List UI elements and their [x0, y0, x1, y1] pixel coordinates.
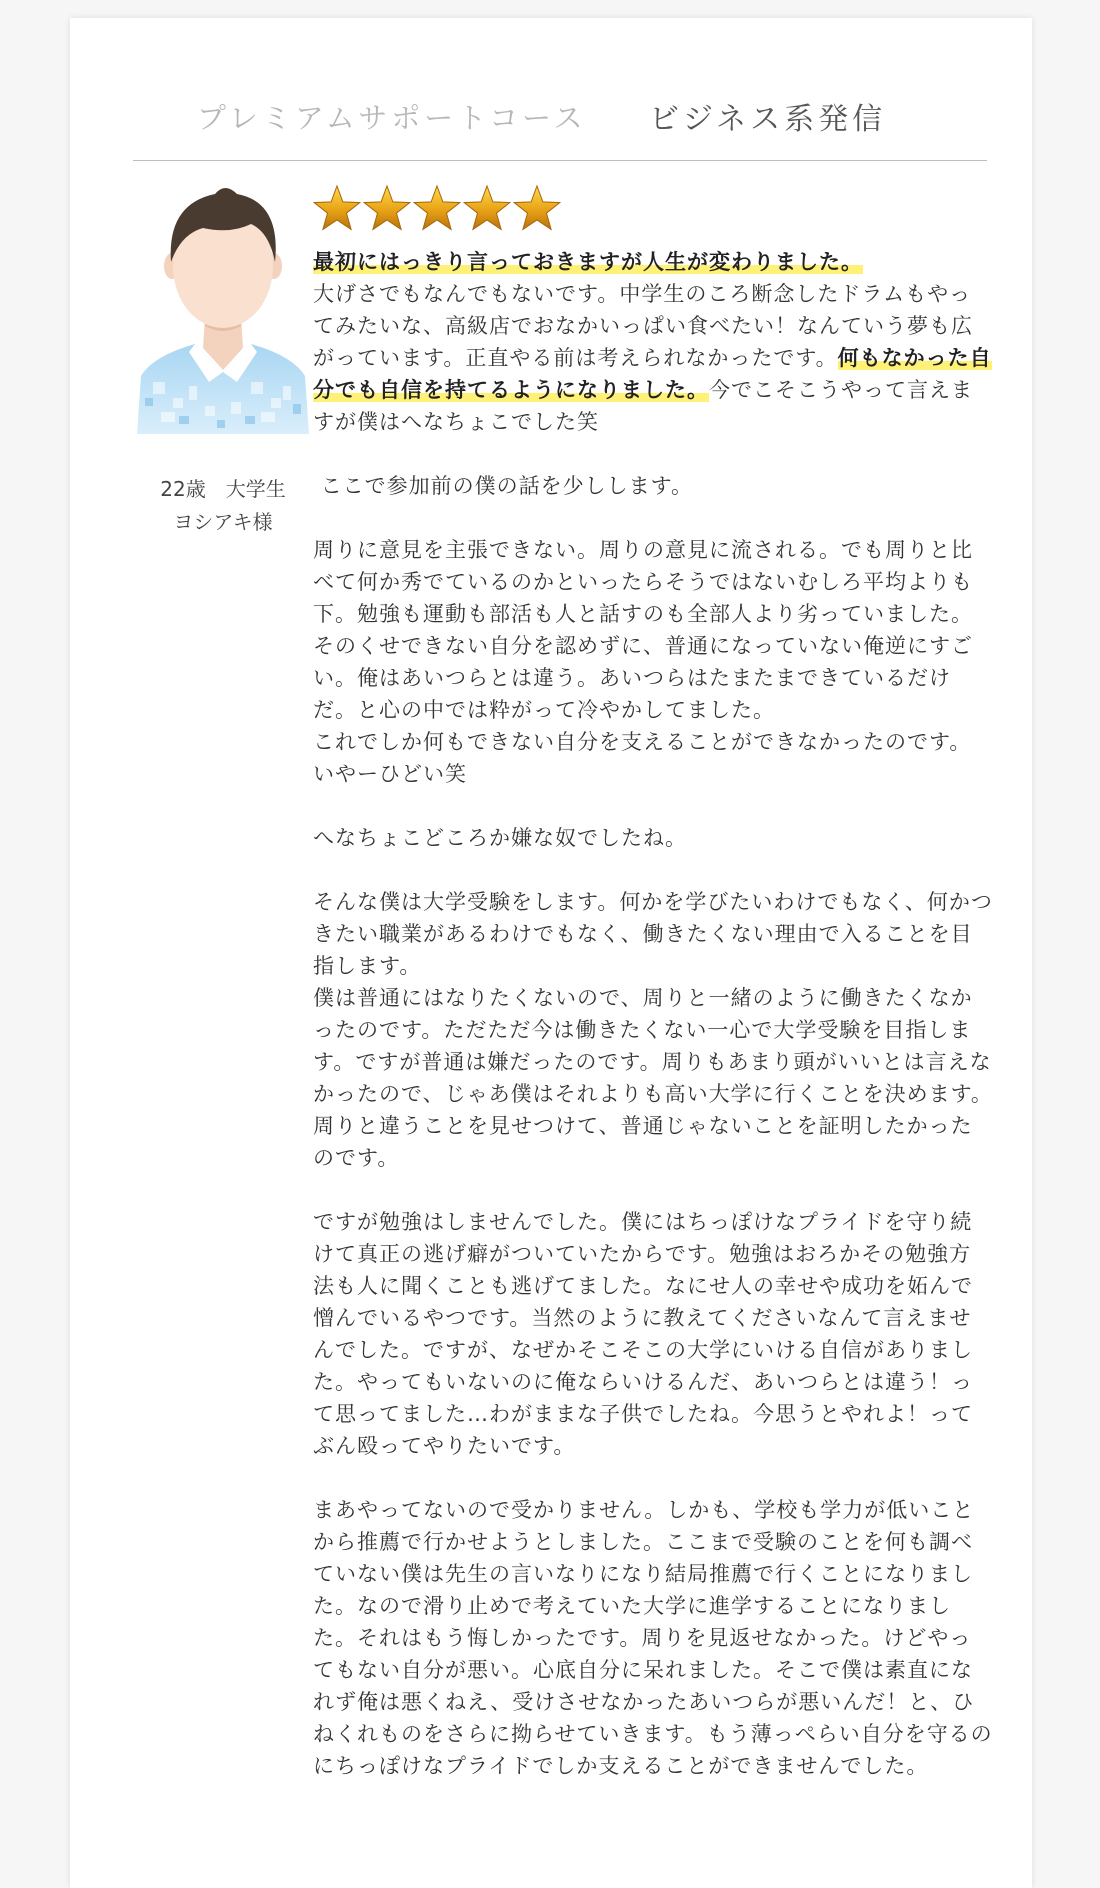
- category-name: ビジネス系発信: [649, 102, 887, 137]
- course-name: プレミアムサポートコース: [197, 101, 587, 135]
- review-paragraph: へなちょこどころか嫌な奴でしたね。: [313, 826, 687, 850]
- review-lead-highlight: 最初にはっきり言っておきますが人生が変わりました。: [313, 250, 863, 274]
- review-highlight: 何もなかった自分でも自信を持てるようになりました。: [313, 346, 992, 402]
- testimonial-card: [70, 18, 1032, 1888]
- card-header: [133, 80, 987, 161]
- star-rating: [312, 183, 562, 239]
- review-paragraph: [313, 246, 993, 438]
- review-paragraph: そんな僕は大学受験をします。何かを学びたいわけでもなく、何かつきたい職業があるわけでもなく、働きたくない理由で入ることを目指します。 僕は普通にはなりたくないので、周りと一緒のように働きたくなかったのです。ただただ今は働きたくない一心で大学受験を目指します。ですが普通は嫌だったのです。周りもあまり頭がいいとは言えなかったので、じゃあ僕はそれよりも高い大学に行くことを決めます。周りと違うことを見せつけて、普通じゃないことを証明したかったのです。: [313, 890, 993, 1170]
- review-paragraph: ですが勉強はしませんでした。僕にはちっぽけなプライドを守り続けて真正の逃げ癖がついていたからです。勉強はおろかその勉強方法も人に聞くことも逃げてました。なにせ人の幸せや成功を妬んで憎んでいるやつです。当然のように教えてくださいなんて言えませんでした。ですが、なぜかそこそこの大学にいける自信がありました。やってもいないのに俺ならいけるんだ、あいつらとは違う！って思ってました…わがままな子供でしたね。今思うとやれよ！ってぶん殴ってやりたいです。: [313, 1210, 973, 1458]
- star-icon: [314, 186, 360, 229]
- review-body: [313, 246, 993, 1814]
- review-paragraph: ここで参加前の僕の話を少しします。: [313, 474, 694, 498]
- star-icon: [464, 186, 510, 229]
- review-text: 今でこそこうやって言えますが僕はへなちょこでした笑: [313, 378, 973, 434]
- user-avatar-icon: [133, 176, 313, 434]
- reviewer-profile: [130, 473, 316, 539]
- reviewer-age-role: 22歳 大学生: [160, 477, 286, 501]
- star-icon: [364, 186, 410, 229]
- reviewer-name: ヨシアキ様: [173, 510, 273, 534]
- star-icon: [514, 186, 560, 229]
- review-paragraph: 周りに意見を主張できない。周りの意見に流される。でも周りと比べて何か秀でているのかといったらそうではないむしろ平均よりも下。勉強も運動も部活も人と話すのも全部人より劣っていました。 そのくせできない自分を認めずに、普通になっていない俺逆にすごい。俺はあいつらとは違う。あいつらはたまたまできているだけだ。と心の中では粋がって冷やかしてました。 これでしか何もできない自分を支えることができなかったのです。いやーひどい笑: [313, 538, 973, 786]
- review-text: 大げさでもなんでもないです。中学生のころ断念したドラムもやってみたいな、高級店でおなかいっぱい食べたい！なんていう夢も広がっています。正直やる前は考えられなかったです。: [313, 282, 973, 370]
- star-icon: [414, 186, 460, 229]
- review-paragraph: まあやってないので受かりません。しかも、学校も学力が低いことから推薦で行かせようとしました。ここまで受験のことを何も調べていない僕は先生の言いなりになり結局推薦で行くことになりました。なので滑り止めで考えていた大学に進学することになりました。それはもう悔しかったです。周りを見返せなかった。けどやってもない自分が悪い。心底自分に呆れました。そこで僕は素直になれず俺は悪くねえ、受けさせなかったあいつらが悪いんだ！と、ひねくれものをさらに拗らせていきます。もう薄っぺらい自分を守るのにちっぽけなプライドでしか支えることができませんでした。: [313, 1498, 993, 1778]
